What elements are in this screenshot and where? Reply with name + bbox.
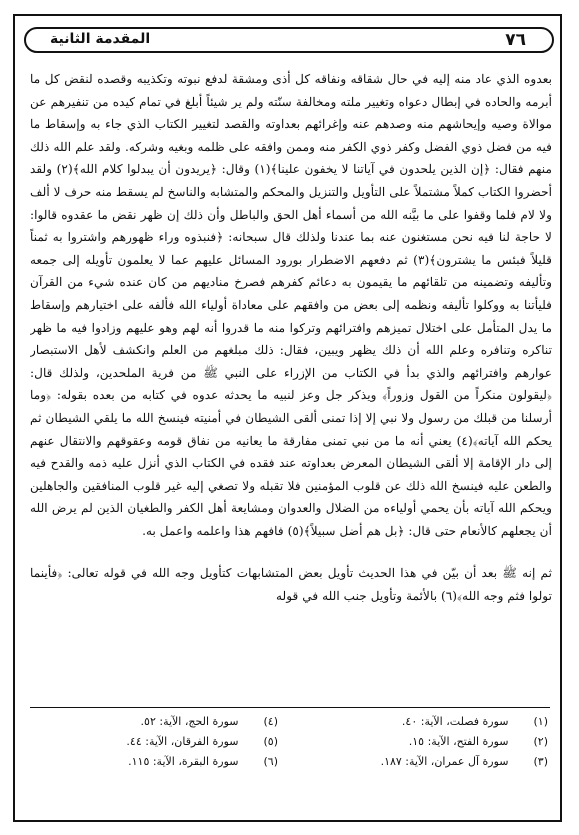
footnote-number: (٦) [263,755,278,768]
footnote-item [308,712,548,732]
main-text [30,68,552,638]
footnote-column-left [38,712,278,772]
footnote-number: (٥) [263,735,278,748]
footnote-text: سورة البقرة، الآية: ١١٥. [128,755,239,768]
footnote-column-right [308,712,548,772]
footnote-text: سورة فصلت، الآية: ٤٠. [401,715,509,728]
page-header [24,27,554,53]
footnote-item [38,732,278,752]
footnote-divider [30,707,550,708]
footnote-text: سورة آل عمران، الآية: ١٨٧. [380,755,509,768]
footnote-number: (٢) [533,735,548,748]
footnote-text: سورة الحج، الآية: ٥٢. [140,715,239,728]
running-title: المقدمة الثانية [50,31,151,47]
footnote-item [308,752,548,772]
footnote-item [38,712,278,732]
footnote-number: (١) [533,715,548,728]
footnote-text: سورة الفرقان، الآية: ٤٤. [126,735,239,748]
footnote-number: (٣) [533,755,548,768]
footnote-item [308,732,548,752]
footnote-item [38,752,278,772]
paragraph-gap [30,542,552,562]
footnotes [38,712,548,782]
footnote-text: سورة الفتح، الآية: ١٥. [408,735,509,748]
footnote-number: (٤) [263,715,278,728]
page-number: ٧٦ [505,30,526,50]
paragraph: بعدوه الذي عاد منه إليه في حال شقاقه ونفاقه كل أذى ومشقة لدفع نبوته وتكذيبه وقصده لنقض كل ما أبرمه والحاده في إبطال دعواه وتغيير ملته ومخالفة سنّته ولم ير شيئاً أبلغ في تمام كيده من تنفيرهم عن موالاة وصيه وإيحاشهم منه وصدهم عنه وإغرائهم بعداوته والقصد لتغيير الكتاب الذي جاء به وإسقاط ما فيه من فضل ذوي الفضل وكفر ذوي الكفر منه وممن وافقه على ظلمه وبغيه وشركه. ولقد علم الله ذلك منهم فقال: ﴿إن الذين يلحدون في آياتنا لا يخفون علينا﴾(١) وقال: ﴿يريدون أن يبدلوا كلام الله﴾(٢) ولقد أحضروا الكتاب كملاً مشتملاً على التأويل والتنزيل والمحكم والمتشابه والناسخ لم يسقط منه حرف لا ألف ولا لام فلما وقفوا على ما بيَّنه الله من أسماء أهل الحق والباطل وأن ذلك إن ظهر نقض ما عقدوه قالوا: لا حاجة لنا فيه نحن مستغنون عنه بما عندنا ولذلك قال سبحانه: ﴿فنبذوه وراء ظهورهم واشتروا به ثمناً قليلاً فبئس ما يشترون﴾(٣) ثم دفعهم الاضطرار بورود المسائل عليهم عما لا يعلمون تأويله إلى جمعه وتأليفه وتضمينه من تلقائهم ما يقيمون به دعائم كفرهم فصرخ مناديهم من كان عنده شيء من القرآن فليأتنا به ووكلوا تأليفه ونظمه إلى بعض من وافقهم على معاداة أولياء الله فألفه على اختيارهم وإسقاط ما يدل المتأمل على اختلال تميزهم وافترائهم وتركوا منه ما قدروا أنه لهم وهو عليهم وزادوا فيه ما ظهر تناكره وتنافره وعلم الله أن ذلك يظهر ويبين، فقال: ذلك مبلغهم من العلم وانكشف لأهل الاستبصار عوارهم وافترائهم والذي بدأ في الكتاب من الإزراء على النبي ﷺ من فرية الملحدين، ولذلك قال: ﴿ليقولون منكراً من القول وزوراً﴾ ويذكر جل وعز لنبيه ما يحدثه عدوه في كتابه من بعده بقوله: ﴿وما أرسلنا من قبلك من رسول ولا نبي إلا إذا تمنى ألقى الشيطان في أمنيته فينسخ الله ما يلقي الشيطان ثم يحكم الله آياته﴾(٤) يعني أنه ما من نبي تمنى مفارقة ما يعانيه من نفاق قومه وعقوقهم والانتقال عنهم إلى دار الإقامة إلا ألقى الشيطان المعرض بعداوته عند فقده في الكتاب الذي أنزل عليه ذمه والقدح فيه والطعن عليه فينسخ الله ذلك عن قلوب المؤمنين فلا تقبله ولا تصغي إليه غير قلوب المنافقين والجاهلين ويحكم الله آياته بأن يحمي أولياءه من الضلال والعدوان ومشايعة أهل الكفر والطغيان الذين لم يرض الله أن يجعلهم كالأنعام حتى قال: ﴿بل هم أضل سبيلاً﴾(٥) فافهم هذا واعلمه واعمل به. [30,72,552,538]
paragraph: ثم إنه ﷺ بعد أن بيّن في هذا الحديث تأويل بعض المتشابهات كتأويل وجه الله في قوله تعالى: ﴿فأينما تولوا فثم وجه الله﴾(٦) بالأئمة وتأويل جنب الله في قوله [30,566,552,604]
